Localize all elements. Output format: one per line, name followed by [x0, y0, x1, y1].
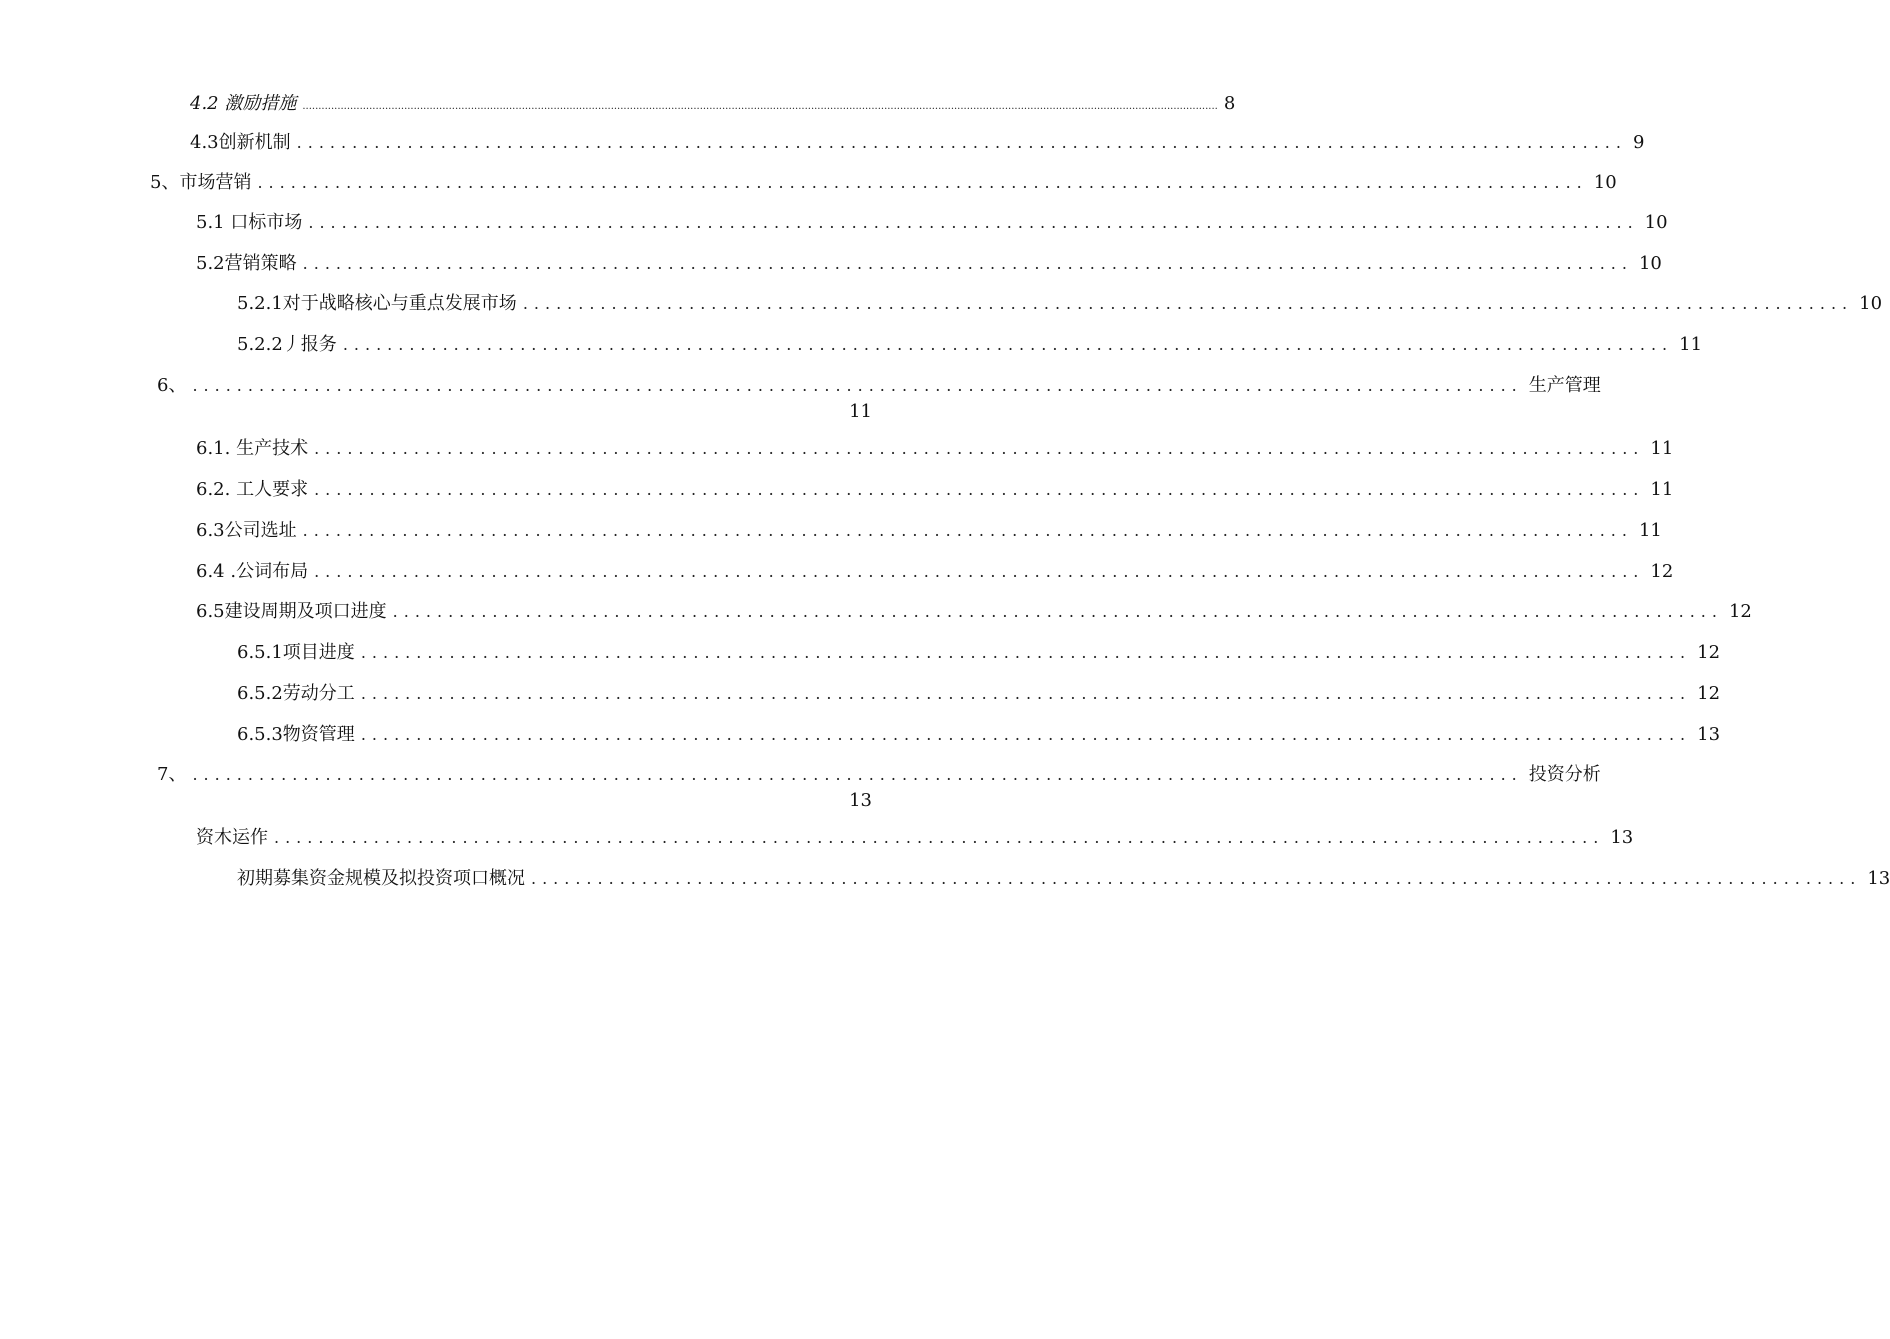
toc-entry-6-5[interactable] [196, 597, 1752, 627]
toc-entry-page: 投资分析 [1528, 764, 1601, 785]
toc-leader: ........................................................................................................................ [257, 173, 1588, 192]
toc-entry-label: 5.2.1对于战略核心与重点发展市场 [237, 293, 517, 314]
toc-entry-page: 11 [1650, 479, 1674, 500]
toc-entry-label: 6、 [157, 375, 187, 396]
toc-entry-page-wrapped: 13 [849, 790, 872, 811]
toc-entry-7[interactable] [157, 760, 1601, 790]
toc-entry-label: 5.2.2丿报务 [237, 334, 337, 355]
toc-entry-6-5-3[interactable] [237, 720, 1721, 750]
toc-entry-6-3[interactable] [196, 516, 1662, 546]
toc-leader: ........................................................................................................................ [192, 765, 1523, 784]
toc-leader: ........................................................................................................................ [360, 684, 1692, 703]
toc-entry-label: 6.4 .公词布局 [196, 561, 309, 582]
toc-entry-page: 12 [1728, 601, 1752, 622]
toc-entry-6-1[interactable] [196, 434, 1674, 464]
toc-entry-label: 6.5.2劳动分工 [237, 683, 355, 704]
toc-entry-label: 6.2. 工人要求 [196, 479, 309, 500]
toc-entry-label: 4.3创新机制 [190, 132, 291, 153]
toc-entry-page: 13 [1697, 724, 1721, 745]
toc-leader: ........................................................................................................................ [308, 213, 1639, 232]
toc-entry-6-4[interactable] [196, 557, 1674, 587]
toc-entry-page-wrapped: 11 [849, 401, 872, 422]
toc-entry-4-2[interactable] [190, 89, 1236, 119]
toc-entry-page: 10 [1593, 172, 1617, 193]
toc-entry-page: 13 [1610, 827, 1634, 848]
toc-entry-page: 10 [1859, 293, 1883, 314]
toc-leader: ........................................................................................................................ [302, 254, 1633, 273]
toc-entry-page: 9 [1632, 132, 1645, 153]
toc-entry-6-5-1[interactable] [237, 638, 1721, 668]
toc-entry-label: 6.1. 生产技术 [196, 438, 309, 459]
toc-entry-page: 12 [1697, 683, 1721, 704]
toc-entry-label: 5.2营销策略 [196, 253, 297, 274]
toc-entry-page: 8 [1223, 93, 1236, 114]
toc-entry-label: 资木运作 [196, 827, 268, 848]
toc-entry-page: 12 [1697, 642, 1721, 663]
toc-leader: ........................................................................................................................ [360, 725, 1692, 744]
toc-leader: ........................................................................................................................ [392, 602, 1723, 621]
toc-entry-5-2-2[interactable] [237, 330, 1703, 360]
toc-leader: ........................................................................................................................ [192, 376, 1523, 395]
toc-entry-5-1[interactable] [196, 208, 1668, 238]
toc-entry-capital[interactable] [196, 823, 1634, 853]
toc-entry-label: 6.3公司选址 [196, 520, 297, 541]
toc-entry-label: 6.5.3物资管理 [237, 724, 355, 745]
toc-entry-6-2[interactable] [196, 475, 1674, 505]
toc-entry-4-3[interactable] [190, 128, 1645, 158]
toc-leader: ........................................................................................................................ [531, 869, 1862, 888]
toc-entry-label: 初期募集资金规模及拟投资项口概况 [237, 868, 525, 889]
toc-leader: ........................................................................................................................ [314, 439, 1645, 458]
toc-entry-page: 13 [1867, 868, 1890, 889]
toc-leader: ........................................................................................................................ [302, 521, 1633, 540]
toc-leader: ........................................................................................................................ [314, 562, 1645, 581]
toc-entry-page: 11 [1650, 438, 1674, 459]
toc-entry-label: 5、市场营销 [150, 172, 252, 193]
toc-entry-label: 4.2 激励措施 [190, 93, 297, 114]
toc-leader: ........................................................................................................................ [522, 294, 1854, 313]
toc-entry-label: 5.1 口标市场 [196, 212, 303, 233]
toc-leader: ................................................................................................................................................................................................................................................................................................ [302, 101, 1218, 112]
toc-leader: ........................................................................................................................ [274, 828, 1605, 847]
toc-entry-page: 生产管理 [1528, 375, 1601, 396]
toc-leader: ........................................................................................................................ [314, 480, 1645, 499]
toc-entry-page: 12 [1650, 561, 1674, 582]
toc-entry-page: 11 [1638, 520, 1662, 541]
toc-leader: ........................................................................................................................ [342, 335, 1674, 354]
toc-entry-6-5-2[interactable] [237, 679, 1721, 709]
toc-entry-5-2[interactable] [196, 249, 1662, 279]
toc-entry-page: 10 [1644, 212, 1668, 233]
toc-entry-funding[interactable] [237, 864, 1890, 894]
toc-leader: ........................................................................................................................ [360, 643, 1692, 662]
toc-entry-page: 11 [1679, 334, 1703, 355]
toc-entry-label: 7、 [157, 764, 187, 785]
toc-entry-6[interactable] [157, 371, 1601, 401]
toc-entry-5-2-1[interactable] [237, 289, 1883, 319]
toc-entry-page: 10 [1638, 253, 1662, 274]
toc-leader: ........................................................................................................................ [296, 133, 1627, 152]
toc-entry-label: 6.5.1项目进度 [237, 642, 355, 663]
toc-entry-label: 6.5建设周期及项口进度 [196, 601, 387, 622]
toc-entry-5[interactable] [150, 168, 1617, 198]
